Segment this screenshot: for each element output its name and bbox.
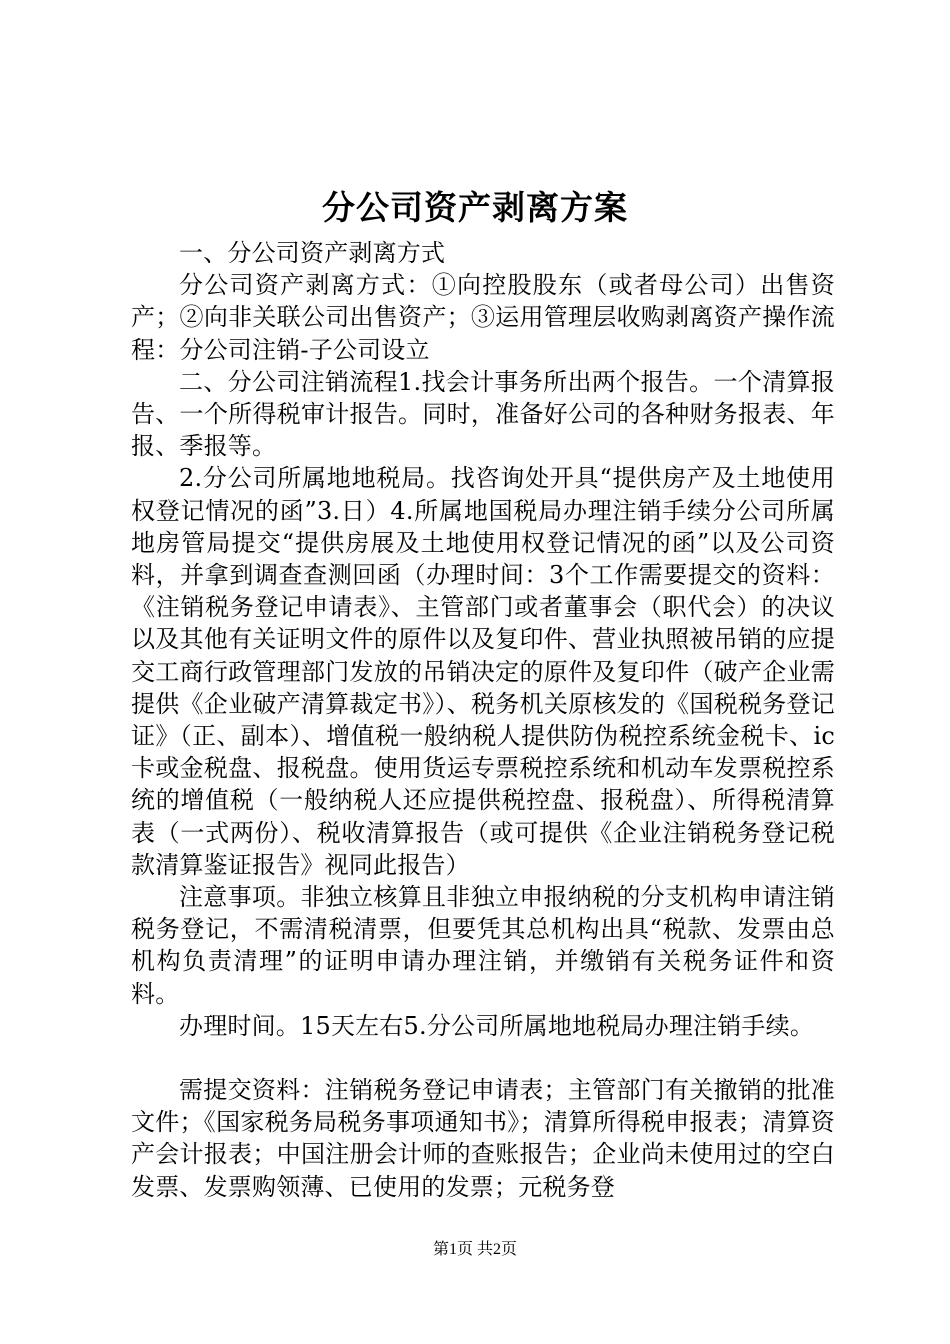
paragraph: 办理时间。15天左右5.分公司所属地地税局办理注销手续。 xyxy=(179,1011,815,1040)
paragraph: 2.分公司所属地地税局。找咨询处开具“提供房产及土地使用权登记情况的函”3.日）4.所属地国税局办理注销手续分公司所属地房管局提交“提供房展及土地使用权登记情况的函”以及公司资料，并拿到调查查测回函（办理时间：3个工作需要提交的资料：《注销税务登记申请表》、主管部门或者董事会（职代会）的决议以及其他有关证明文件的原件以及复印件、营业执照被吊销的应提交工商行政管理部门发放的吊销决定的原件及复印件（破产企业需提供《企业破产清算裁定书》）、税务机关原核发的《国税税务登记证》（正、副本）、增值税一般纳税人提供防伪税控系统金税卡、ic卡或金税盘、报税盘。使用货运专票税控系统和机动车发票税控系统的增值税（一般纳税人还应提供税控盘、报税盘）、所得税清算表（一式两份）、税收清算报告（或可提供《企业注销税务登记税款清算鉴证报告》视同此报告） xyxy=(131,464,835,879)
document-title: 分公司资产剥离方案 xyxy=(322,188,628,227)
document-body xyxy=(131,237,835,1203)
section-heading-2-paragraph: 二、分公司注销流程1.找会计事务所出两个报告。一个清算报告、一个所得税审计报告。同时，准备好公司的各种财务报表、年报、季报等。 xyxy=(131,367,835,461)
page-number-footer: 第1页 共2页 xyxy=(432,1241,517,1258)
paragraph: 分公司资产剥离方式：①向控股股东（或者母公司）出售资产；②向非关联公司出售资产；③运用管理层收购剥离资产操作流程：分公司注销-子公司设立 xyxy=(131,271,835,364)
paragraph: 需提交资料：注销税务登记申请表；主管部门有关撤销的批准文件；《国家税务局税务事项通知书》；清算所得税申报表；清算资产会计报表；中国注册会计师的查账报告；企业尚未使用过的空白发票、发票购领薄、已使用的发票；元税务登 xyxy=(131,1076,835,1201)
paragraph: 注意事项。非独立核算且非独立申报纳税的分支机构申请注销税务登记，不需清税清票，但要凭其总机构出具“税款、发票由总机构负责清理”的证明申请办理注销，并缴销有关税务证件和资料。 xyxy=(131,883,835,1008)
section-heading-1: 一、分公司资产剥离方式 xyxy=(179,239,446,267)
